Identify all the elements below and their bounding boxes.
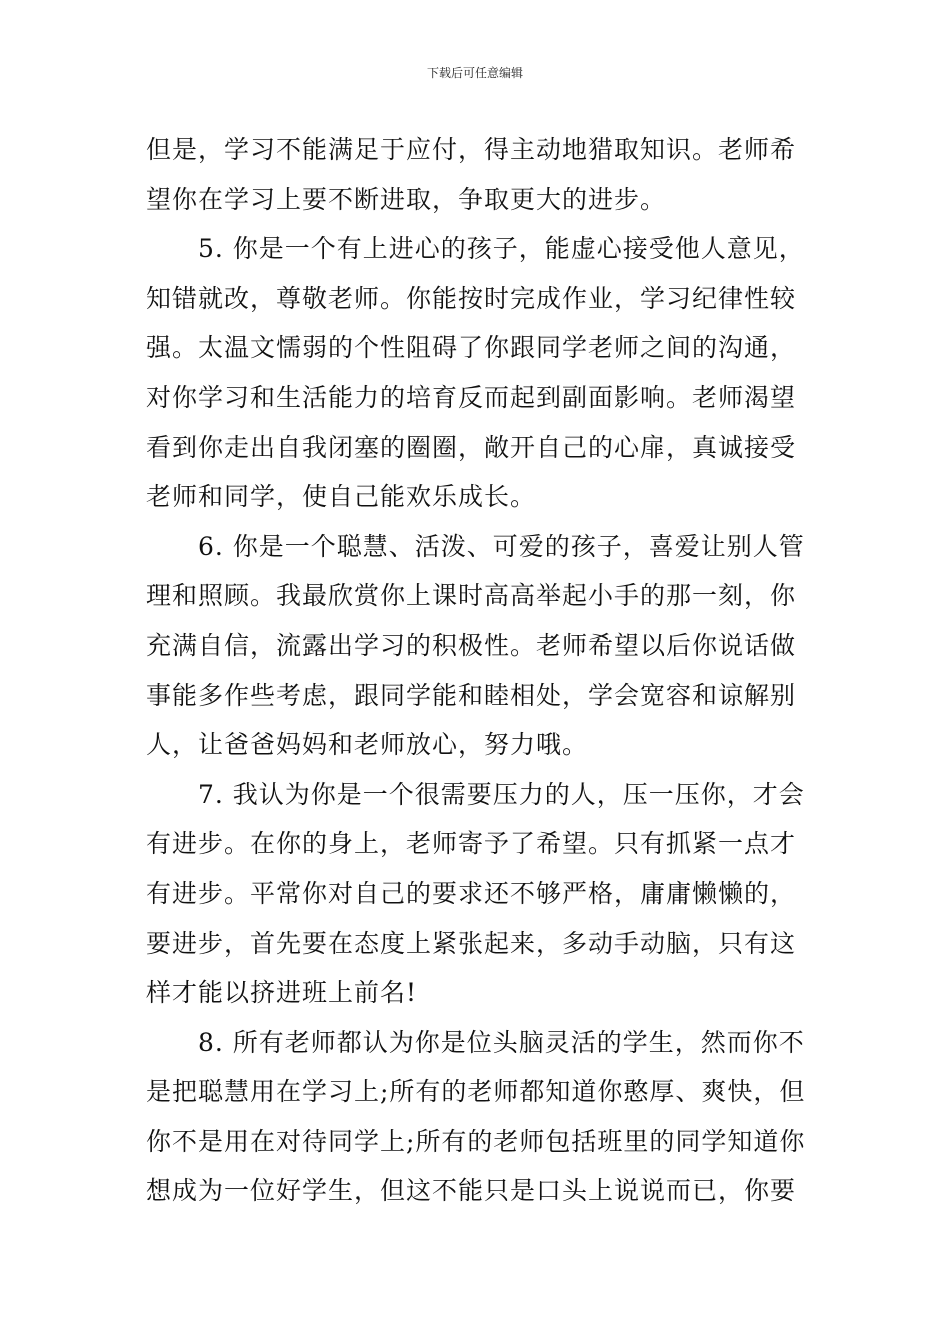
text-line: 知错就改，尊敬老师。你能按时完成作业，学习纪律性较 (146, 283, 797, 313)
text-line: 理和照顾。我最欣赏你上课时高高举起小手的那一刻，你 (146, 581, 797, 611)
text-line: 6. 你是一个聪慧、活泼、可爱的孩子，喜爱让别人管 (198, 531, 805, 561)
text-line: 但是，学习不能满足于应付，得主动地猎取知识。老师希 (146, 135, 797, 164)
text-line: 8. 所有老师都认为你是位头脑灵活的学生，然而你不 (198, 1027, 805, 1057)
text-line: 人，让爸爸妈妈和老师放心，努力哦。 (146, 730, 589, 760)
text-line: 有进步。在你的身上，老师寄予了希望。只有抓紧一点才 (146, 829, 797, 859)
page-header: 下载后可任意编辑 (426, 66, 523, 80)
text-line: 有进步。平常你对自己的要求还不够严格，庸庸懒懒的， (146, 878, 797, 908)
document-body (146, 125, 808, 1216)
text-line: 样才能以挤进班上前名! (146, 978, 418, 1008)
text-line: 强。太温文懦弱的个性阻碍了你跟同学老师之间的沟通， (146, 333, 797, 363)
text-line: 对你学习和生活能力的培育反而起到副面影响。老师渴望 (146, 382, 797, 412)
text-line: 望你在学习上要不断进取，争取更大的进步。 (146, 184, 667, 214)
text-line: 要进步，首先要在态度上紧张起来，多动手动脑，只有这 (146, 928, 797, 958)
text-line: 是把聪慧用在学习上;所有的老师都知道你憨厚、爽快，但 (146, 1077, 806, 1107)
text-line: 想成为一位好学生，但这不能只是口头上说说而已，你要 (146, 1176, 797, 1206)
text-line: 你不是用在对待同学上;所有的老师包括班里的同学知道你 (146, 1126, 806, 1156)
text-line: 5. 你是一个有上进心的孩子，能虚心接受他人意见， (198, 234, 805, 264)
text-line: 老师和同学，使自己能欢乐成长。 (146, 482, 537, 512)
text-line: 看到你走出自我闭塞的圈圈，敞开自己的心扉，真诚接受 (146, 432, 797, 462)
text-line: 7. 我认为你是一个很需要压力的人，压一压你，才会 (198, 779, 805, 809)
text-line: 事能多作些考虑，跟同学能和睦相处，学会宽容和谅解别 (146, 680, 797, 710)
text-line: 充满自信，流露出学习的积极性。老师希望以后你说话做 (146, 630, 797, 660)
